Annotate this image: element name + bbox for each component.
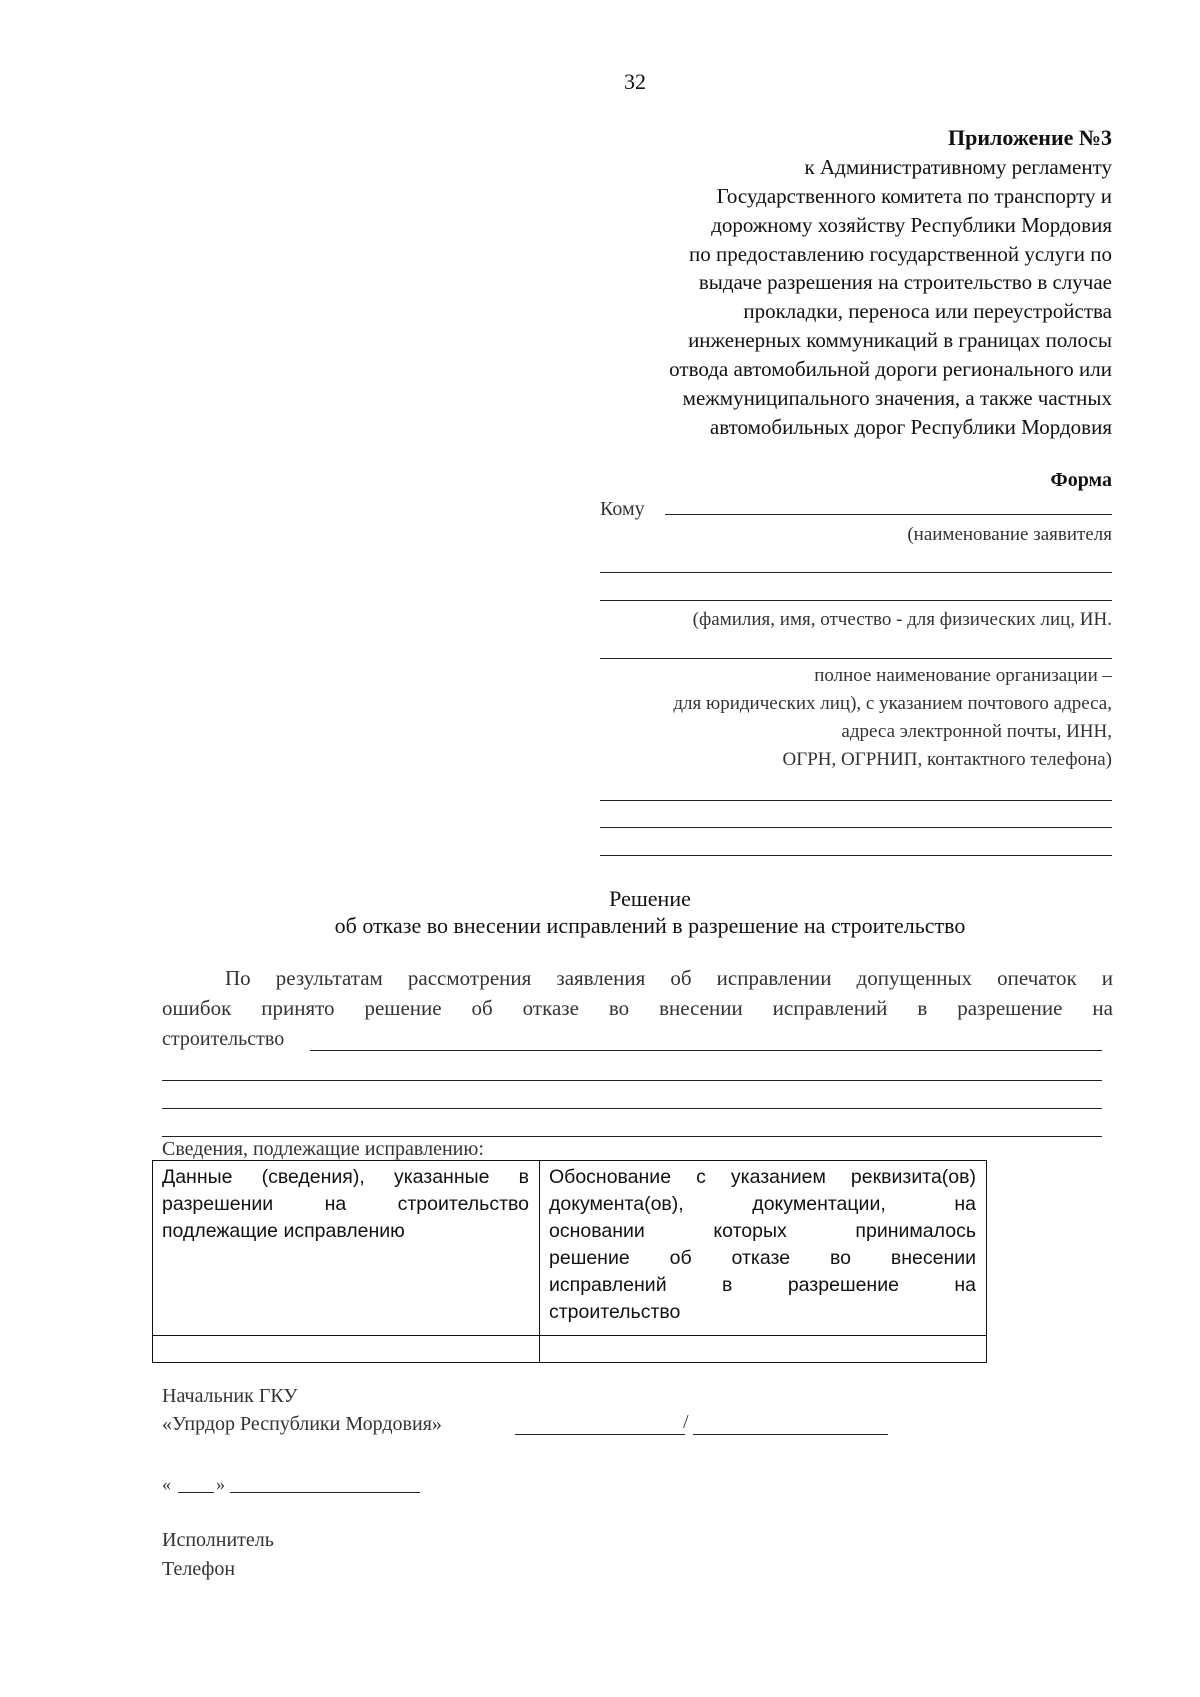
decision-title: Решение — [609, 886, 691, 911]
recipient-hint-org: полное наименование организации – — [814, 665, 1112, 686]
date-month-line — [230, 1492, 420, 1493]
cell-line: разрешении на строительство — [162, 1193, 529, 1215]
table-cell[interactable] — [153, 1336, 540, 1363]
appendix-line: Государственного комитета по транспорту и — [716, 184, 1112, 208]
signature-line — [515, 1434, 685, 1435]
body-line: строительство — [162, 1028, 285, 1050]
recipient-hint-org: для юридических лиц), с указанием почтового адреса, — [673, 693, 1112, 714]
phone-label: Телефон — [162, 1558, 236, 1580]
appendix-line: по предоставлению государственной услуги по — [689, 242, 1112, 266]
corrections-table — [152, 1160, 987, 1363]
date-day-line — [178, 1492, 214, 1493]
table-cell[interactable] — [540, 1336, 987, 1363]
signature-slash: / — [683, 1411, 689, 1433]
appendix-line: дорожному хозяйству Республики Мордовия — [711, 213, 1112, 237]
appendix-line: инженерных коммуникаций в границах полосы — [688, 328, 1112, 352]
cell-line: решение об отказе во внесении — [549, 1247, 976, 1269]
cell-line: исправлений в разрешение на — [549, 1274, 976, 1296]
date-open-quote: « — [162, 1474, 171, 1494]
recipient-hint-applicant: (наименование заявителя — [907, 524, 1112, 545]
cell-line: основании которых принималось — [549, 1220, 976, 1242]
appendix-line: отвода автомобильной дороги регионального или — [669, 357, 1112, 381]
executor-label: Исполнитель — [162, 1529, 274, 1551]
body-line: ошибок принято решение об отказе во внесении исправлений в разрешение на — [162, 996, 1113, 1020]
recipient-line — [600, 600, 1112, 601]
cell-line: Обоснование с указанием реквизита(ов) — [549, 1166, 976, 1188]
cell-line: подлежащие исправлению — [162, 1220, 405, 1242]
appendix-line: межмуниципального значения, а также частных — [682, 386, 1112, 410]
appendix-line: выдаче разрешения на строительство в случае — [698, 270, 1112, 294]
recipient-line — [600, 855, 1112, 856]
table-header-row — [153, 1161, 987, 1336]
appendix-line: автомобильных дорог Республики Мордовия — [709, 415, 1112, 439]
page-number: 32 — [624, 69, 646, 94]
body-line: По результатам рассмотрения заявления об исправлении допущенных опечаток и — [225, 966, 1113, 990]
body-fill-line — [310, 1050, 1102, 1051]
recipient-hint-org: адреса электронной почты, ИНН, — [841, 721, 1112, 742]
recipient-hint-org: ОГРН, ОГРНИП, контактного телефона) — [782, 749, 1112, 770]
cell-line: строительство — [549, 1301, 681, 1323]
body-fill-line — [162, 1080, 1102, 1081]
recipient-to-label: Кому — [600, 498, 645, 520]
recipient-line — [600, 658, 1112, 659]
table-row — [153, 1336, 987, 1363]
appendix-title: Приложение №3 — [948, 125, 1112, 150]
decision-subtitle: об отказе во внесении исправлений в разрешение на строительство — [334, 913, 966, 938]
table-header-cell-basis — [540, 1161, 987, 1336]
body-fill-line — [162, 1108, 1102, 1109]
form-label: Форма — [1050, 469, 1112, 491]
recipient-name-line — [665, 514, 1112, 515]
signature-position: Начальник ГКУ — [162, 1385, 298, 1407]
recipient-line — [600, 572, 1112, 573]
cell-line: Данные (сведения), указанные в — [162, 1166, 529, 1188]
cell-line: документа(ов), документации, на — [549, 1193, 976, 1215]
date-close-quote: » — [216, 1474, 225, 1494]
appendix-line: к Административному регламенту — [804, 155, 1112, 179]
recipient-line — [600, 827, 1112, 828]
recipient-line — [600, 800, 1112, 801]
table-header-cell-data — [153, 1161, 540, 1336]
recipient-hint-person: (фамилия, имя, отчество - для физических лиц, ИН. — [692, 609, 1112, 630]
signature-name-line — [693, 1434, 888, 1435]
info-label: Сведения, подлежащие исправлению: — [162, 1138, 484, 1160]
appendix-line: прокладки, переноса или переустройства — [743, 299, 1112, 323]
signature-organization: «Упрдор Республики Мордовия» — [162, 1413, 442, 1435]
